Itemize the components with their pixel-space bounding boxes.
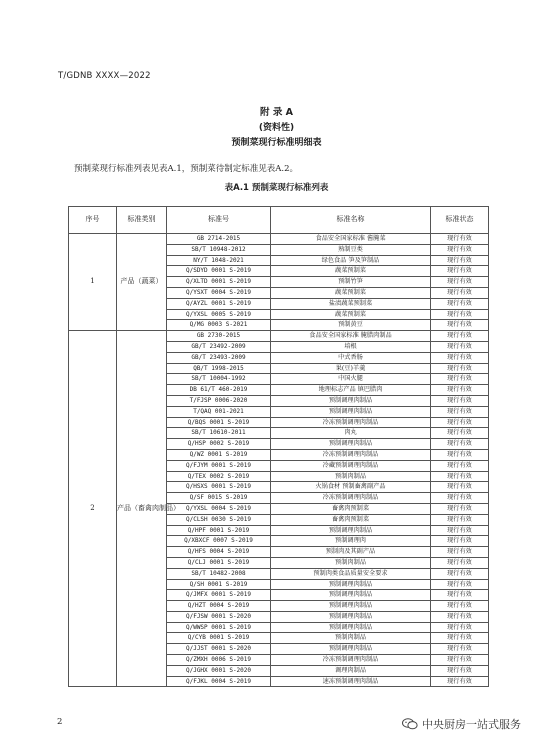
standard-number: SB/T 10004-1992	[167, 374, 271, 385]
standard-status: 现行有效	[431, 298, 489, 309]
standard-status: 现行有效	[431, 525, 489, 536]
standard-number: Q/WWSP 0001 S-2019	[167, 622, 271, 633]
standard-status: 现行有效	[431, 374, 489, 385]
standard-number: Q/AYZL 0001 S-2019	[167, 298, 271, 309]
standard-name: 预制肉制品	[271, 557, 431, 568]
standard-status: 现行有效	[431, 234, 489, 245]
standard-status: 现行有效	[431, 482, 489, 493]
group-category: 产品（蔬菜）	[117, 234, 167, 331]
standard-name: 预制调理肉制品	[271, 590, 431, 601]
standard-name: 蔬菜预制菜	[271, 287, 431, 298]
standard-status: 现行有效	[431, 493, 489, 504]
standard-name: 畜禽肉预制菜	[271, 503, 431, 514]
table-row	[69, 331, 489, 342]
standard-name: 预制调理肉制品	[271, 439, 431, 450]
column-header: 序号	[69, 207, 117, 234]
standard-name: 预制调理肉	[271, 536, 431, 547]
standard-name: 地理标志产品 镇巴腊肉	[271, 385, 431, 396]
standard-status: 现行有效	[431, 331, 489, 342]
standard-status: 现行有效	[431, 266, 489, 277]
standard-name: 预制调理肉制品	[271, 622, 431, 633]
standard-name: 预制肉及其副产品	[271, 547, 431, 558]
standard-number: SB/T 10948-2012	[167, 244, 271, 255]
standard-name: 冷冻预制调理肉制品	[271, 417, 431, 428]
standard-status: 现行有效	[431, 503, 489, 514]
standard-name: 培根	[271, 341, 431, 352]
standard-name: 预制肉制品	[271, 471, 431, 482]
standard-number: Q/YXSL 0005 S-2019	[167, 309, 271, 320]
column-header: 标准状态	[431, 207, 489, 234]
standard-name: 速冻预制调理肉制品	[271, 676, 431, 687]
standard-status: 现行有效	[431, 579, 489, 590]
standard-name: 预制调理肉制品	[271, 525, 431, 536]
standard-name: 预制调理肉制品	[271, 406, 431, 417]
standard-status: 现行有效	[431, 601, 489, 612]
standard-number: Q/FJSW 0001 S-2020	[167, 611, 271, 622]
standard-status: 现行有效	[431, 611, 489, 622]
standard-name: 冷冻预制调理肉制品	[271, 449, 431, 460]
standard-name: 火锅食材 预制畜禽副产品	[271, 482, 431, 493]
standard-name: 预制调理肉制品	[271, 395, 431, 406]
annex-title: 附 录 A	[260, 107, 293, 118]
standard-status: 现行有效	[431, 655, 489, 666]
standard-name: 肉丸	[271, 428, 431, 439]
standard-number: Q/HSP 0002 S-2019	[167, 439, 271, 450]
standard-number: Q/BQS 0001 S-2019	[167, 417, 271, 428]
standard-status: 现行有效	[431, 406, 489, 417]
standard-status: 现行有效	[431, 536, 489, 547]
standard-number: Q/FJKL 0004 S-2019	[167, 676, 271, 687]
column-header: 标准号	[167, 207, 271, 234]
standard-number: Q/SDYD 0001 S-2019	[167, 266, 271, 277]
standard-name: 预制竹笋	[271, 277, 431, 288]
annex-heading: 预制菜现行标准明细表	[231, 138, 322, 148]
standards-table	[68, 206, 489, 687]
standard-name: 预制调理肉制品	[271, 644, 431, 655]
standard-status: 现行有效	[431, 255, 489, 266]
standard-number: Q/CYB 0001 S-2019	[167, 633, 271, 644]
standard-number: T/FJSP 0006-2020	[167, 395, 271, 406]
standard-name: 调理肉制品	[271, 665, 431, 676]
standard-name: 预制调理肉制品	[271, 611, 431, 622]
standard-status: 现行有效	[431, 557, 489, 568]
standard-name: 熟制豆类	[271, 244, 431, 255]
standard-number: Q/ZMXH 0006 S-2019	[167, 655, 271, 666]
standard-number: Q/CLSH 0030 S-2019	[167, 514, 271, 525]
standard-name: 冷冻预制调理肉制品	[271, 655, 431, 666]
standard-name: 绿色食品 笋及笋制品	[271, 255, 431, 266]
standard-number: Q/SH 0001 S-2019	[167, 579, 271, 590]
standard-number: GB 2730-2015	[167, 331, 271, 342]
standard-number: Q/JGHX 0001 S-2020	[167, 665, 271, 676]
standard-status: 现行有效	[431, 309, 489, 320]
standard-status: 现行有效	[431, 665, 489, 676]
watermark	[402, 716, 521, 732]
standard-number: SB/T 10610-2011	[167, 428, 271, 439]
standard-status: 现行有效	[431, 395, 489, 406]
standard-status: 现行有效	[431, 471, 489, 482]
standard-number: Q/HFS 0004 S-2019	[167, 547, 271, 558]
page-number: 2	[57, 717, 63, 727]
group-index: 2	[69, 331, 117, 687]
table-header-row	[69, 207, 489, 234]
standard-status: 现行有效	[431, 385, 489, 396]
standard-number: GB/T 23493-2009	[167, 352, 271, 363]
standard-number: Q/CLJ 0001 S-2019	[167, 557, 271, 568]
standard-name: 畜禽肉预制菜	[271, 514, 431, 525]
standard-number: GB/T 23492-2009	[167, 341, 271, 352]
standard-number: T/QAQ 001-2021	[167, 406, 271, 417]
wechat-icon	[402, 718, 418, 730]
standard-number: Q/YXSL 0004 S-2019	[167, 503, 271, 514]
standard-name: 食品安全国家标准 腌腊肉制品	[271, 331, 431, 342]
standard-number: Q/MG 0003 S-2021	[167, 320, 271, 331]
table-row	[69, 234, 489, 245]
standard-number: Q/JJST 0001 S-2020	[167, 644, 271, 655]
standard-number: Q/HSXS 0001 S-2019	[167, 482, 271, 493]
standard-name: 预制肉类食品质量安全要求	[271, 568, 431, 579]
standard-number: Q/XLTD 0001 S-2019	[167, 277, 271, 288]
standard-number: SB/T 10482-2008	[167, 568, 271, 579]
standard-number: Q/XBXCF 0007 S-2019	[167, 536, 271, 547]
standard-status: 现行有效	[431, 363, 489, 374]
group-index: 1	[69, 234, 117, 331]
standard-number: Q/JMFX 0001 S-2019	[167, 590, 271, 601]
standard-status: 现行有效	[431, 244, 489, 255]
standard-status: 现行有效	[431, 277, 489, 288]
standard-status: 现行有效	[431, 428, 489, 439]
standard-status: 现行有效	[431, 547, 489, 558]
standard-name: 蔬菜预制菜	[271, 266, 431, 277]
standard-name: 预制调理肉制品	[271, 579, 431, 590]
standard-number: NY/T 1048-2021	[167, 255, 271, 266]
column-header: 标准名称	[271, 207, 431, 234]
group-category: 产品（畜禽肉制品）	[117, 331, 167, 687]
annex-subtitle: (资料性)	[258, 123, 295, 133]
standard-name: 预制调理肉制品	[271, 601, 431, 612]
intro-paragraph: 预制菜现行标准列表见表A.1，预制菜待制定标准见表A.2。	[74, 164, 298, 174]
standard-status: 现行有效	[431, 352, 489, 363]
standard-status: 现行有效	[431, 590, 489, 601]
standard-number: Q/TEX 0002 S-2019	[167, 471, 271, 482]
standard-name: 冷藏预制调理肉制品	[271, 460, 431, 471]
standard-status: 现行有效	[431, 460, 489, 471]
standard-name: 蔬菜预制菜	[271, 309, 431, 320]
standard-number: Q/HPF 0001 S-2019	[167, 525, 271, 536]
standard-status: 现行有效	[431, 320, 489, 331]
standard-name: 中国火腿	[271, 374, 431, 385]
standard-number: Q/YSXT 0004 S-2019	[167, 287, 271, 298]
standard-name: 冷冻预制调理肉制品	[271, 493, 431, 504]
standard-code: T/GDNB XXXX—2022	[58, 71, 151, 81]
standard-status: 现行有效	[431, 622, 489, 633]
standard-number: Q/HZT 0004 S-2019	[167, 601, 271, 612]
table-caption: 表A.1 预制菜现行标准列表	[224, 183, 329, 193]
standard-name: 果(豆)羊羹	[271, 363, 431, 374]
standard-status: 现行有效	[431, 341, 489, 352]
standard-number: Q/WZ 0001 S-2019	[167, 449, 271, 460]
standard-status: 现行有效	[431, 644, 489, 655]
standard-status: 现行有效	[431, 449, 489, 460]
standard-number: DB 61/T 460-2019	[167, 385, 271, 396]
standard-number: Q/SF 0015 S-2019	[167, 493, 271, 504]
standard-number: GB 2714-2015	[167, 234, 271, 245]
standard-number: QB/T 1998-2015	[167, 363, 271, 374]
standard-status: 现行有效	[431, 676, 489, 687]
standard-status: 现行有效	[431, 417, 489, 428]
standard-name: 食品安全国家标准 酱腌菜	[271, 234, 431, 245]
column-header: 标准类别	[117, 207, 167, 234]
standard-status: 现行有效	[431, 514, 489, 525]
standard-name: 预制肉制品	[271, 633, 431, 644]
standard-status: 现行有效	[431, 633, 489, 644]
standard-number: Q/FJYM 0001 S-2019	[167, 460, 271, 471]
standard-name: 预制黄豆	[271, 320, 431, 331]
standard-status: 现行有效	[431, 287, 489, 298]
standard-name: 盐渍蔬菜预制菜	[271, 298, 431, 309]
standard-status: 现行有效	[431, 568, 489, 579]
standard-status: 现行有效	[431, 439, 489, 450]
standard-name: 中式香肠	[271, 352, 431, 363]
watermark-text: 中央厨房一站式服务	[422, 718, 521, 731]
